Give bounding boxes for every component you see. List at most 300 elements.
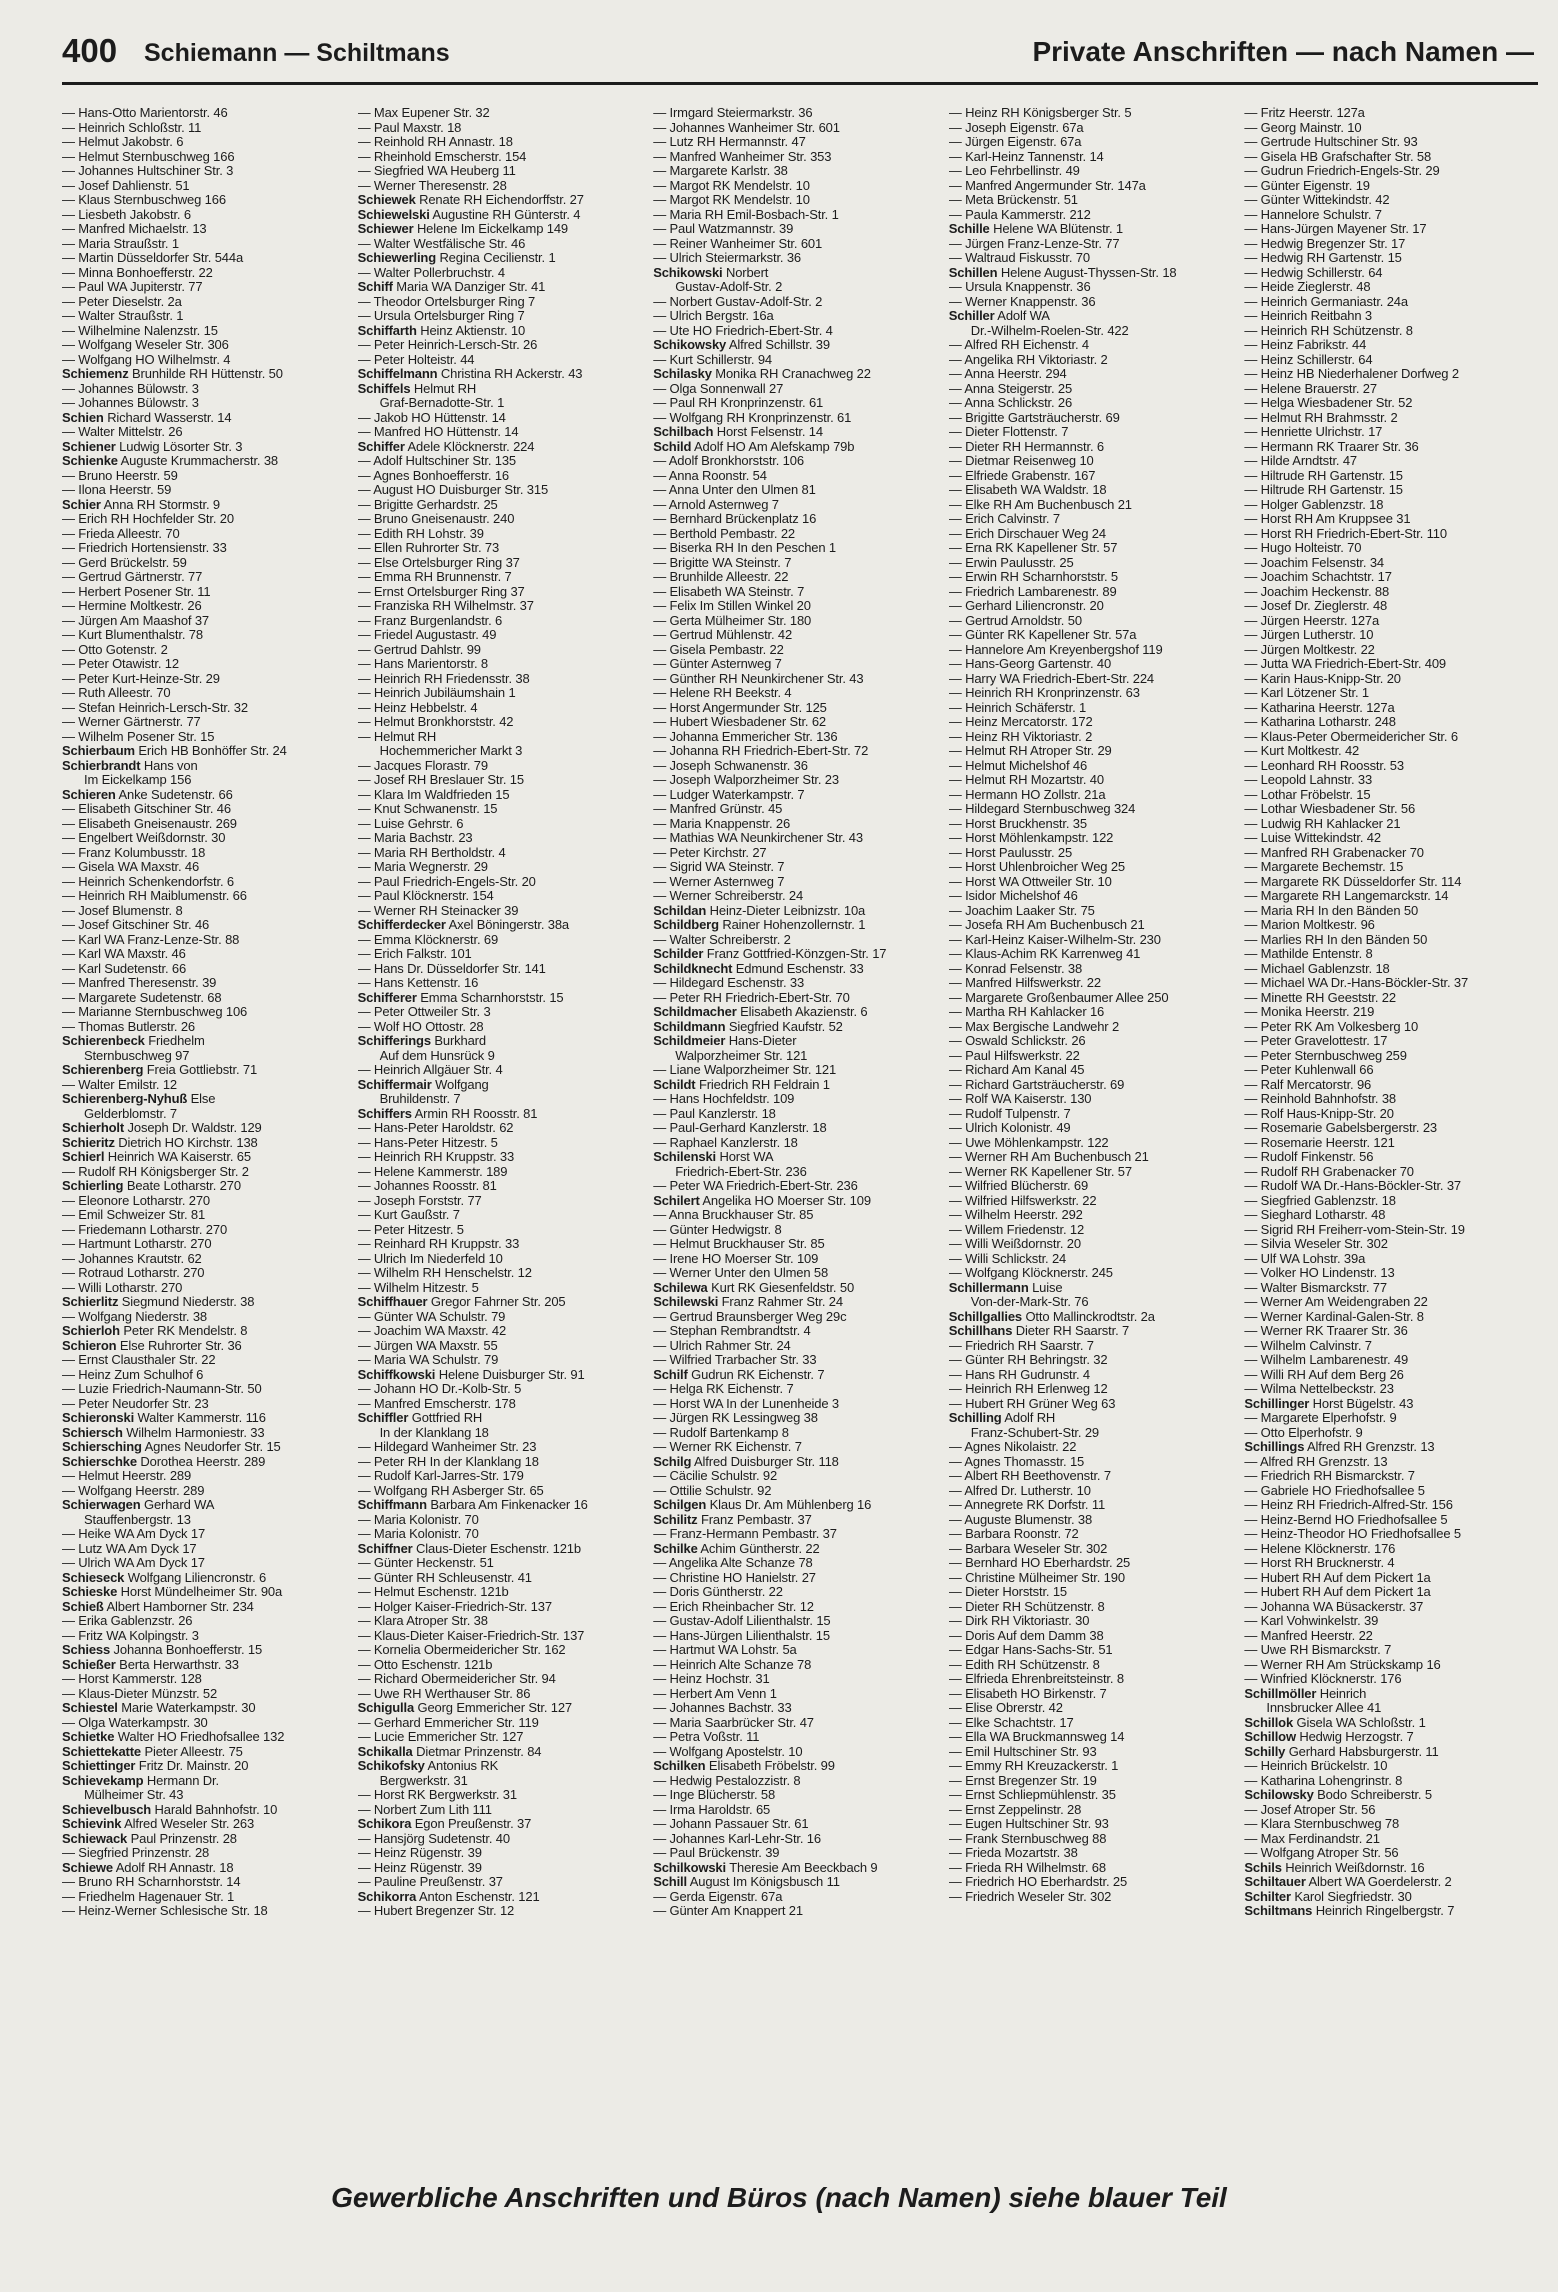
directory-entry: — Manfred HO Hüttenstr. 14 (357, 425, 519, 439)
directory-entry: Schill August Im Königsbusch 11 (653, 1875, 840, 1889)
surname-headword: Schillow (1244, 1730, 1296, 1744)
surname-headword: Schieritz (62, 1135, 115, 1150)
directory-entry: Schikowsky Alfred Schillstr. 39 (653, 338, 830, 352)
directory-entry: — Volker HO Lindenstr. 13 (1244, 1266, 1395, 1280)
directory-entry: — Herbert Posener Str. 11 (62, 584, 211, 599)
directory-entry: — Jürgen Lutherstr. 10 (1244, 628, 1374, 642)
directory-entry: — Heinz-Werner Schlesische Str. 18 (62, 1904, 268, 1918)
directory-entry: — Josef Blumenstr. 8 (62, 903, 183, 918)
directory-entry: — Hedwig Pestalozzistr. 8 (653, 1773, 801, 1788)
directory-entry: — Gerta Mülheimer Str. 180 (653, 613, 812, 628)
directory-entry: — Richard Gartsträucherstr. 69 (948, 1077, 1125, 1092)
directory-entry: — Annegrete RK Dorfstr. 11 (948, 1498, 1106, 1512)
directory-entry: — Johanna WA Büsackerstr. 37 (1244, 1599, 1424, 1614)
surname-headword: Schikowsky (653, 338, 727, 352)
directory-entry: — Leonhard RH Roosstr. 53 (1244, 758, 1404, 773)
directory-entry: — Jürgen Am Maashof 37 (62, 613, 209, 628)
directory-entry: — Günter RH Schleusenstr. 41 (357, 1570, 532, 1585)
directory-entry: — Heinz Hebbelstr. 4 (357, 700, 478, 715)
directory-entry: — Heinrich Schäferstr. 1 (948, 700, 1087, 715)
directory-entry: — Agnes Thomasstr. 15 (948, 1454, 1085, 1469)
directory-entry: Schilly Gerhard Habsburgerstr. 11 (1244, 1744, 1439, 1759)
directory-entry: — Elfriede Grabenstr. 167 (948, 468, 1096, 483)
directory-entry: — Hildegard Sternbuschweg 324 (948, 802, 1136, 816)
directory-entry: — Lothar Wiesbadener Str. 56 (1244, 802, 1416, 816)
directory-entry: — Holger Kaiser-Friedrich-Str. 137 (357, 1599, 552, 1614)
directory-entry: — Manfred Angermunder Str. 147a (948, 178, 1146, 193)
directory-entry: — Horst Möhlenkampstr. 122 (948, 831, 1114, 845)
surname-headword: Schilkowski (653, 1860, 726, 1875)
directory-entry: — Hans Dr. Düsseldorfer Str. 141 (357, 961, 546, 976)
directory-entry: Schieron Else Ruhrorter Str. 36 (62, 1338, 242, 1353)
directory-entry: Schien Richard Wasserstr. 14 (62, 410, 232, 425)
directory-entry: Schiffers Armin RH Roosstr. 81 (357, 1106, 538, 1121)
directory-entry: — Bernhard Brückenplatz 16 (653, 512, 817, 526)
directory-entry: — Gertrud Arnoldstr. 50 (948, 613, 1082, 628)
surname-headword: Schiffers (357, 1106, 412, 1121)
directory-entry: — Heinrich Alte Schanze 78 (653, 1657, 812, 1672)
column-3 (653, 106, 941, 2146)
surname-headword: Schieren (62, 787, 116, 802)
surname-headword: Schieronski (62, 1411, 135, 1425)
directory-entry: — Paul WA Jupiterstr. 77 (62, 280, 203, 294)
directory-entry: Walporzheimer Str. 121 (675, 1048, 808, 1063)
directory-entry: — Hannelore Schulstr. 7 (1244, 207, 1382, 222)
surname-headword: Schiersch (62, 1425, 123, 1440)
directory-entry: — Helmut RH Mozartstr. 40 (948, 773, 1104, 787)
directory-entry: — Willem Friedenstr. 12 (948, 1222, 1085, 1237)
directory-entry: — Richard Obermeidericher Str. 94 (357, 1672, 556, 1686)
directory-entry: Schigulla Georg Emmericher Str. 127 (357, 1701, 572, 1715)
directory-entry: — Johann Passauer Str. 61 (653, 1817, 809, 1831)
directory-entry: — Werner RK Traarer Str. 36 (1244, 1324, 1408, 1338)
surname-headword: Schiff (357, 280, 393, 294)
directory-entry: — Friedrich Weseler Str. 302 (948, 1889, 1112, 1904)
directory-entry: — Hartmut WA Lohstr. 5a (653, 1643, 797, 1657)
surname-headword: Schill (653, 1875, 687, 1889)
directory-entry: Schiersch Wilhelm Harmoniestr. 33 (62, 1425, 265, 1440)
directory-entry: — Erich Dirschauer Weg 24 (948, 526, 1106, 541)
directory-entry: Schiess Johanna Bonhoefferstr. 15 (62, 1643, 263, 1657)
surname-headword: Schierlitz (62, 1295, 119, 1309)
directory-entry: — Emma Klöcknerstr. 69 (357, 932, 499, 947)
directory-entry: — Horst Uhlenbroicher Weg 25 (948, 860, 1125, 874)
directory-entry: — Hubert Wiesbadener Str. 62 (653, 715, 827, 729)
directory-entry: — Knut Schwanenstr. 15 (357, 802, 498, 816)
directory-entry: — Dieter RH Hermannstr. 6 (948, 439, 1104, 454)
directory-entry: — Johannes Hultschiner Str. 3 (62, 164, 234, 178)
directory-entry: Schiettekatte Pieter Alleestr. 75 (62, 1744, 243, 1759)
directory-entry: — Raphael Kanzlerstr. 18 (653, 1135, 798, 1150)
directory-entry: — Heinz Rügenstr. 39 (357, 1846, 482, 1860)
directory-entry: — Helmut Bronkhorststr. 42 (357, 715, 514, 729)
directory-entry: Schildt Friedrich RH Feldrain 1 (653, 1077, 830, 1092)
directory-entry: Auf dem Hunsrück 9 (379, 1048, 495, 1063)
directory-entry: — Werner Asternweg 7 (653, 874, 785, 889)
column-5 (1244, 106, 1532, 2146)
directory-entry: — Dietmar Reisenweg 10 (948, 454, 1094, 468)
directory-entry: — Joachim WA Maxstr. 42 (357, 1324, 507, 1338)
directory-entry: — Hermine Moltkestr. 26 (62, 599, 202, 613)
directory-entry: — Ulrich Kolonistr. 49 (948, 1121, 1071, 1135)
directory-entry: — Horst Kammerstr. 128 (62, 1672, 202, 1686)
directory-entry: Schilewski Franz Rahmer Str. 24 (653, 1295, 843, 1309)
directory-entry: — Richard Am Kanal 45 (948, 1063, 1085, 1077)
directory-entry: — Hubert Bregenzer Str. 12 (357, 1904, 515, 1918)
surname-headword: Schieske (62, 1585, 118, 1599)
directory-entry: — Paul Maxstr. 18 (357, 120, 462, 135)
directory-entry: — Hansjörg Sudetenstr. 40 (357, 1831, 510, 1846)
directory-entry: — Hermann HO Zollstr. 21a (948, 787, 1106, 802)
surname-headword: Schilgen (653, 1498, 707, 1512)
directory-entry: Schilke Achim Güntherstr. 22 (653, 1541, 820, 1556)
directory-entry: — Leopold Lahnstr. 33 (1244, 773, 1373, 787)
directory-entry: Schierbrandt Hans von (62, 758, 198, 773)
directory-entry: — Heinz-Bernd HO Friedhofsallee 5 (1244, 1512, 1448, 1527)
directory-entry: — Maria Kolonistr. 70 (357, 1512, 479, 1527)
directory-entry: — Peter RH Friedrich-Ebert-Str. 70 (653, 990, 850, 1005)
directory-entry: — Hans Kettenstr. 16 (357, 976, 479, 990)
directory-entry: Schildberg Rainer Hohenzollernstr. 1 (653, 918, 866, 932)
directory-entry: — Uwe RH Bismarckstr. 7 (1244, 1643, 1392, 1657)
surname-headword: Schille (948, 222, 990, 236)
directory-entry: — Ursula Knappenstr. 36 (948, 280, 1091, 294)
directory-entry: — Max Eupener Str. 32 (357, 106, 490, 120)
directory-entry: Schievekamp Hermann Dr. (62, 1773, 219, 1788)
directory-entry: — Horst RH Brucknerstr. 4 (1244, 1556, 1395, 1570)
directory-entry: — Gerhard Liliencronstr. 20 (948, 599, 1104, 613)
directory-entry: — Elisabeth WA Steinstr. 7 (653, 584, 805, 599)
directory-entry: — Joseph Forststr. 77 (357, 1193, 482, 1208)
directory-entry: — Emmy RH Kreuzackerstr. 1 (948, 1759, 1119, 1773)
surname-headword: Schievink (62, 1817, 122, 1831)
directory-entry: Bergwerkstr. 31 (379, 1773, 468, 1788)
directory-entry: — Hans-Georg Gartenstr. 40 (948, 657, 1112, 671)
directory-entry: — Christine Mülheimer Str. 190 (948, 1570, 1125, 1585)
directory-entry: — Joachim Laaker Str. 75 (948, 903, 1095, 918)
directory-entry: — Ellen Ruhrorter Str. 73 (357, 541, 500, 555)
directory-entry: Schiff Maria WA Danziger Str. 41 (357, 280, 546, 294)
surname-headword: Schillmöller (1244, 1686, 1317, 1701)
directory-entry: Schiener Ludwig Lösorter Str. 3 (62, 439, 243, 454)
directory-entry: — Hans-Jürgen Lilienthalstr. 15 (653, 1628, 830, 1643)
directory-entry: — Wolfgang RH Asberger Str. 65 (357, 1483, 544, 1498)
surname-headword: Schienke (62, 454, 118, 468)
directory-entry: — Erich Calvinstr. 7 (948, 512, 1060, 526)
directory-entry: — Ralf Mercatorstr. 96 (1244, 1077, 1372, 1092)
directory-entry: — Heinz Mercatorstr. 172 (948, 715, 1093, 729)
surname-headword: Schildmacher (653, 1005, 737, 1019)
directory-entry: — Otto Elperhofstr. 9 (1244, 1425, 1363, 1440)
directory-entry: Schiettinger Fritz Dr. Mainstr. 20 (62, 1759, 249, 1773)
directory-entry: — Olga Waterkampstr. 30 (62, 1715, 208, 1730)
directory-entry: — Hubert RH Auf dem Pickert 1a (1244, 1585, 1431, 1599)
directory-entry: — Wilfried Hilfswerkstr. 22 (948, 1193, 1097, 1208)
directory-entry: — Wolfgang Apostelstr. 10 (653, 1744, 803, 1759)
directory-entry: — Rheinhold Emscherstr. 154 (357, 149, 527, 164)
directory-entry: — Doris Auf dem Damm 38 (948, 1628, 1104, 1643)
directory-entry: — Peter Sternbuschweg 259 (1244, 1048, 1407, 1063)
directory-entry: — Martin Düsseldorfer Str. 544a (62, 251, 244, 265)
surname-headword: Schillok (1244, 1715, 1294, 1730)
directory-entry: Schilgen Klaus Dr. Am Mühlenberg 16 (653, 1498, 872, 1512)
directory-entry: — Manfred Hilfswerkstr. 22 (948, 976, 1101, 990)
directory-entry: Schiewe Adolf RH Annastr. 18 (62, 1860, 234, 1875)
directory-entry: — Gerd Brückelstr. 59 (62, 555, 187, 570)
surname-headword: Schildknecht (653, 961, 733, 976)
directory-entry: — Ute HO Friedrich-Ebert-Str. 4 (653, 323, 833, 338)
directory-entry: Schieritz Dietrich HO Kirchstr. 138 (62, 1135, 258, 1150)
directory-entry: — Brunhilde Alleestr. 22 (653, 570, 789, 584)
surname-headword: Schild (653, 439, 692, 454)
directory-entry: Schiffels Helmut RH (357, 381, 477, 396)
directory-entry: — Ulf WA Lohstr. 39a (1244, 1251, 1366, 1266)
directory-entry: — Ulrich Im Niederfeld 10 (357, 1251, 503, 1266)
directory-entry: — Margarete Bechemstr. 15 (1244, 860, 1404, 874)
directory-entry: — Horst Bruckhenstr. 35 (948, 816, 1087, 831)
directory-entry: — Lucie Emmericher Str. 127 (357, 1730, 524, 1744)
directory-entry: Schiersching Agnes Neudorfer Str. 15 (62, 1440, 281, 1454)
directory-entry: — Hannelore Am Kreyenbergshof 119 (948, 642, 1163, 657)
page-header (62, 30, 1538, 85)
directory-entry: — Günther RH Neunkirchener Str. 43 (653, 671, 864, 686)
directory-entry: — Wilhelm Lambarenestr. 49 (1244, 1353, 1409, 1367)
directory-entry: — Helmut Bruckhauser Str. 85 (653, 1237, 825, 1251)
directory-entry: — Adolf Hultschiner Str. 135 (357, 454, 516, 468)
surname-headword: Schilf (653, 1367, 688, 1382)
directory-entry: — Rudolf RH Grabenacker 70 (1244, 1164, 1414, 1179)
directory-entry: — Heike WA Am Dyck 17 (62, 1527, 206, 1541)
directory-entry: — Franz-Hermann Pembastr. 37 (653, 1527, 837, 1541)
directory-entry: — Hubert RH Grüner Weg 63 (948, 1396, 1116, 1411)
directory-entry: — Biserka RH In den Peschen 1 (653, 541, 836, 555)
directory-entry: — Margarete RH Langemarckstr. 14 (1244, 889, 1449, 903)
directory-entry: Schiestel Marie Waterkampstr. 30 (62, 1701, 256, 1715)
directory-entry: — Gertrud Gärtnerstr. 77 (62, 570, 203, 584)
directory-entry: — Ludwig RH Kahlacker 21 (1244, 816, 1401, 831)
directory-entry: — Engelbert Weißdornstr. 30 (62, 831, 226, 845)
directory-entry: — Anna Unter den Ulmen 81 (653, 483, 816, 497)
directory-entry: — Horst Angermunder Str. 125 (653, 700, 827, 715)
directory-entry: — Norbert Gustav-Adolf-Str. 2 (653, 294, 823, 309)
directory-entry: — Paul Brückenstr. 39 (653, 1846, 780, 1860)
directory-entry: Franz-Schubert-Str. 29 (970, 1425, 1099, 1440)
directory-entry: — Margot RK Mendelstr. 10 (653, 193, 810, 207)
directory-entry: — Helmut Eschenstr. 121b (357, 1585, 509, 1599)
surname-headword: Schiffermair (357, 1077, 432, 1092)
directory-entry: — Dieter RH Schützenstr. 8 (948, 1599, 1105, 1614)
directory-entry: — Theodor Ortelsburger Ring 7 (357, 294, 536, 309)
directory-entry: — Johannes Wanheimer Str. 601 (653, 120, 840, 135)
directory-entry: — Dieter Flottenstr. 7 (948, 425, 1069, 439)
column-4 (949, 106, 1237, 2146)
surname-headword: Schildmann (653, 1019, 726, 1034)
surname-headword: Schiffhauer (357, 1295, 428, 1309)
directory-entry: Schilasky Monika RH Cranachweg 22 (653, 367, 871, 381)
directory-entry: — Hans Marientorstr. 8 (357, 657, 488, 671)
directory-entry: — Ruth Alleestr. 70 (62, 686, 171, 700)
directory-entry: Schieseck Wolfgang Liliencronstr. 6 (62, 1570, 267, 1585)
directory-entry: — Wilhelm RH Henschelstr. 12 (357, 1266, 532, 1280)
directory-entry: — Heinz Fabrikstr. 44 (1244, 338, 1367, 352)
directory-entry: — Peter WA Friedrich-Ebert-Str. 236 (653, 1179, 858, 1193)
surname-headword: Schilly (1244, 1744, 1286, 1759)
directory-entry: — Josef RH Breslauer Str. 15 (357, 773, 524, 787)
directory-entry: — Irmgard Steiermarkstr. 36 (653, 106, 813, 120)
surname-headword: Schilewa (653, 1280, 708, 1295)
directory-entry: Schildan Heinz-Dieter Leibnizstr. 10a (653, 903, 866, 918)
surname-headword: Schillinger (1244, 1396, 1310, 1411)
directory-entry: — Wolfgang Klöcknerstr. 245 (948, 1266, 1113, 1280)
directory-entry: — Heinz-Theodor HO Friedhofsallee 5 (1244, 1527, 1461, 1541)
directory-entry: — Willi Weißdornstr. 20 (948, 1237, 1081, 1251)
directory-entry: — Minna Bonhoefferstr. 22 (62, 265, 213, 280)
directory-entry: — Ella WA Bruckmannsweg 14 (948, 1730, 1125, 1744)
directory-entry: — Friedrich Lambarenestr. 89 (948, 584, 1117, 599)
directory-entry: Schiffermair Wolfgang (357, 1077, 489, 1092)
surname-headword: Schiffler (357, 1411, 409, 1425)
surname-headword: Schilter (1244, 1889, 1291, 1904)
directory-entry: Von-der-Mark-Str. 76 (970, 1295, 1089, 1309)
directory-entry: — Hedwig RH Gartenstr. 15 (1244, 251, 1402, 265)
directory-entry: — Lutz RH Hermannstr. 47 (653, 135, 806, 149)
surname-headword: Schiewerling (357, 251, 436, 265)
directory-entry: — Herbert Am Venn 1 (653, 1686, 777, 1701)
directory-entry: — Alfred Dr. Lutherstr. 10 (948, 1483, 1091, 1498)
directory-entry: — Elise Obrerstr. 42 (948, 1701, 1063, 1715)
directory-entry: — Liane Walporzheimer Str. 121 (653, 1063, 837, 1077)
directory-entry: — Horst RH Am Kruppsee 31 (1244, 512, 1411, 526)
directory-entry: — Gabriele HO Friedhofsallee 5 (1244, 1483, 1425, 1498)
directory-entry: — Peter Ottweiler Str. 3 (357, 1005, 491, 1019)
directory-entry: — Heide Zieglerstr. 48 (1244, 280, 1371, 294)
directory-entry: — Rotraud Lotharstr. 270 (62, 1266, 205, 1280)
surname-headword: Schiettinger (62, 1759, 136, 1773)
directory-entry: Schillow Hedwig Herzogstr. 7 (1244, 1730, 1414, 1744)
directory-entry: — Katharina Heerstr. 127a (1244, 700, 1395, 715)
directory-entry: — Heinz RH Friedrich-Alfred-Str. 156 (1244, 1498, 1453, 1512)
directory-entry: Im Eickelkamp 156 (84, 773, 192, 787)
directory-entry: — Fritz Heerstr. 127a (1244, 106, 1365, 120)
directory-entry: — Wilfried Blücherstr. 69 (948, 1179, 1089, 1193)
directory-entry: — Jürgen RK Lessingweg 38 (653, 1411, 818, 1425)
surname-headword: Schifferdecker (357, 918, 446, 932)
directory-entry: — Monika Heerstr. 219 (1244, 1005, 1375, 1019)
directory-entry: Schievink Alfred Weseler Str. 263 (62, 1817, 255, 1831)
directory-entry: — Hans-Peter Hitzestr. 5 (357, 1135, 498, 1150)
surname-headword: Schiffner (357, 1541, 413, 1556)
directory-entry: — Heinz Zum Schulhof 6 (62, 1367, 204, 1382)
directory-entry: Schieske Horst Mündelheimer Str. 90a (62, 1585, 283, 1599)
surname-headword: Schiffer (357, 439, 405, 454)
directory-entry: Schierloh Peter RK Mendelstr. 8 (62, 1324, 248, 1338)
directory-entry: — Ernst Clausthaler Str. 22 (62, 1353, 216, 1367)
directory-entry: — Willi Lotharstr. 270 (62, 1280, 183, 1295)
directory-entry: — Wilhelmine Nalenzstr. 15 (62, 323, 218, 338)
surname-headword: Schierenberg (62, 1063, 144, 1077)
directory-entry: Schillermann Luise (948, 1280, 1063, 1295)
directory-entry: Schilbach Horst Felsenstr. 14 (653, 425, 823, 439)
directory-entry: — Erwin Paulusstr. 25 (948, 555, 1074, 570)
directory-entry: — Hans-Otto Marientorstr. 46 (62, 106, 228, 120)
directory-entry: — Bruno Heerstr. 59 (62, 468, 178, 483)
surname-headword: Schilenski (653, 1150, 716, 1164)
directory-entry: — Klara Im Waldfrieden 15 (357, 787, 510, 802)
surname-headword: Schilowsky (1244, 1788, 1314, 1802)
directory-entry: — Gustav-Adolf Lilienthalstr. 15 (653, 1614, 831, 1628)
directory-entry: — Margarete Elperhofstr. 9 (1244, 1411, 1397, 1425)
directory-entry: Schillen Helene August-Thyssen-Str. 18 (948, 265, 1177, 280)
surname-headword: Schigulla (357, 1701, 415, 1715)
directory-entry: — Heinz Rügenstr. 39 (357, 1860, 482, 1875)
directory-entry: — Werner RK Kapellener Str. 57 (948, 1164, 1132, 1179)
directory-entry: Schikora Egon Preußenstr. 37 (357, 1817, 532, 1831)
directory-entry: — Karl Lötzener Str. 1 (1244, 686, 1369, 700)
directory-entry: — Jutta WA Friedrich-Ebert-Str. 409 (1244, 657, 1446, 671)
directory-entry: — Hugo Holteistr. 70 (1244, 541, 1362, 555)
directory-entry: Schifferings Burkhard (357, 1034, 486, 1048)
directory-entry: — Johannes Bülowstr. 3 (62, 396, 199, 410)
directory-entry: — Leo Fehrbellinstr. 49 (948, 164, 1080, 178)
surname-headword: Schikalla (357, 1744, 413, 1759)
directory-entry: — Günter Hedwigstr. 8 (653, 1222, 782, 1237)
directory-entry: Schierling Beate Lotharstr. 270 (62, 1179, 241, 1193)
directory-entry: — Friedrich RH Saarstr. 7 (948, 1338, 1094, 1353)
directory-entry: — Josef Atroper Str. 56 (1244, 1802, 1376, 1817)
directory-entry: — Lutz WA Am Dyck 17 (62, 1541, 197, 1556)
surname-headword: Schilasky (653, 367, 712, 381)
directory-entry: — Minette RH Geeststr. 22 (1244, 990, 1396, 1005)
directory-entry: — Paul-Gerhard Kanzlerstr. 18 (653, 1121, 827, 1135)
directory-entry: — Auguste Blumenstr. 38 (948, 1512, 1093, 1527)
directory-entry: — Günter RK Kapellener Str. 57a (948, 628, 1137, 642)
directory-entry: — Maria Kolonistr. 70 (357, 1527, 479, 1541)
surname-headword: Schiewe (62, 1860, 113, 1875)
directory-entry: — Siegfried Prinzenstr. 28 (62, 1846, 210, 1860)
directory-entry: Schieren Anke Sudetenstr. 66 (62, 787, 233, 802)
directory-entry: — Heinz Schillerstr. 64 (1244, 352, 1373, 367)
directory-entry: Schierlitz Siegmund Niederstr. 38 (62, 1295, 255, 1309)
surname-headword: Schiewack (62, 1831, 128, 1846)
directory-entry: — Frieda Mozartstr. 38 (948, 1846, 1078, 1860)
directory-entry: — Helmut RH Brahmsstr. 2 (1244, 410, 1398, 425)
directory-entry: — Heinz RH Königsberger Str. 5 (948, 106, 1132, 120)
directory-entry: — Jürgen Heerstr. 127a (1244, 613, 1380, 628)
directory-entry: — Maria Bachstr. 23 (357, 831, 473, 845)
directory-entry: — Elisabeth HO Birkenstr. 7 (948, 1686, 1107, 1701)
surname-headword: Schiffelmann (357, 367, 438, 381)
directory-entry: — Bernhard HO Eberhardstr. 25 (948, 1556, 1131, 1570)
directory-entry: — Cäcilie Schulstr. 92 (653, 1469, 778, 1483)
directory-entry: — Georg Mainstr. 10 (1244, 120, 1362, 135)
directory-entry: Schils Heinrich Weißdornstr. 16 (1244, 1860, 1425, 1875)
directory-entry: — Helene RH Beekstr. 4 (653, 686, 792, 700)
directory-entry: — Ulrich Steiermarkstr. 36 (653, 251, 801, 265)
directory-entry: — Ludger Waterkampstr. 7 (653, 787, 805, 802)
directory-entry: — Helmut RH (357, 729, 437, 744)
surname-headword: Schiewer (357, 222, 414, 236)
directory-entry: — Ulrich Bergstr. 16a (653, 309, 774, 323)
surname-headword: Schiffels (357, 381, 411, 396)
directory-entry: — Gertrud Braunsberger Weg 29c (653, 1309, 847, 1324)
directory-entry: — Klaus Sternbuschweg 166 (62, 193, 226, 207)
directory-entry: — Friedel Augustastr. 49 (357, 628, 497, 642)
directory-entry: Schier Anna RH Stormstr. 9 (62, 497, 220, 512)
directory-entry: — Marion Moltkestr. 96 (1244, 918, 1375, 932)
surname-headword: Schilke (653, 1541, 698, 1556)
surname-headword: Schiffarth (357, 323, 417, 338)
directory-entry: Schilling Adolf RH (948, 1411, 1056, 1425)
